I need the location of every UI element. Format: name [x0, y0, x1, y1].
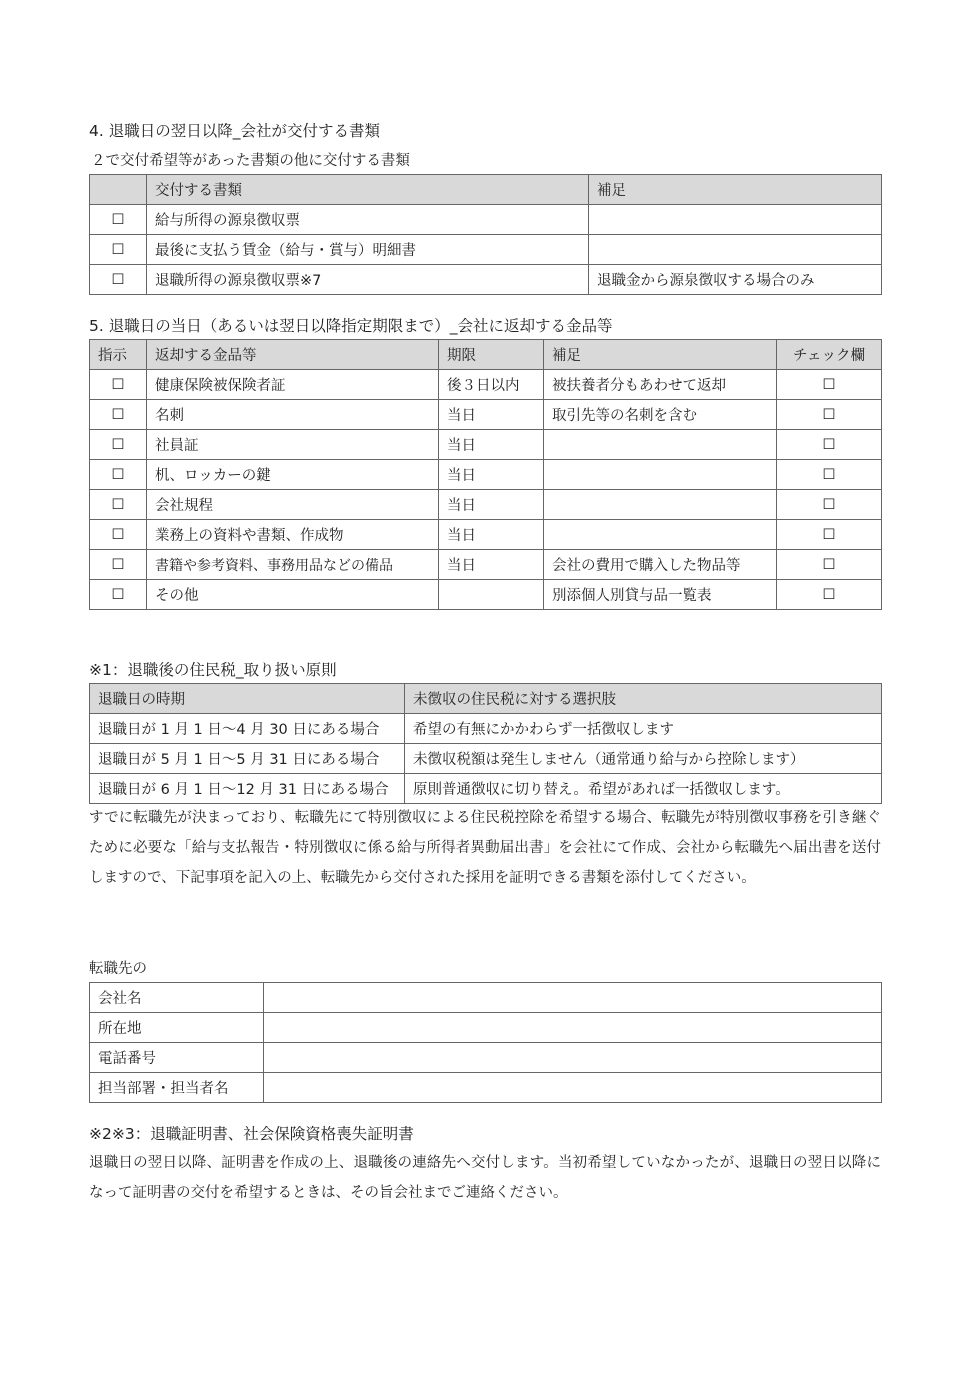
item-note: [544, 430, 777, 460]
table-row: [90, 235, 882, 265]
item-note: [544, 490, 777, 520]
table-row: [90, 774, 882, 804]
item-deadline: 当日: [439, 550, 544, 580]
confirm-checkbox[interactable]: ☐: [777, 400, 882, 430]
item-deadline: 当日: [439, 490, 544, 520]
table-header-row: [90, 340, 882, 370]
note1-title: ※1：退職後の住民税_取り扱い原則: [89, 661, 337, 679]
checkbox[interactable]: ☐: [90, 400, 147, 430]
header-document: 交付する書類: [147, 175, 589, 205]
field-label: 会社名: [90, 983, 264, 1013]
confirm-checkbox[interactable]: ☐: [777, 580, 882, 610]
checkbox[interactable]: ☐: [90, 550, 147, 580]
resident-tax-table: [89, 683, 882, 804]
section4-title: 4. 退職日の翌日以降_会社が交付する書類: [89, 122, 380, 140]
confirm-checkbox[interactable]: ☐: [777, 460, 882, 490]
form-row: [90, 983, 882, 1013]
table-header-row: [90, 175, 882, 205]
item-name: 健康保険被保険者証: [147, 370, 439, 400]
item-name: 会社規程: [147, 490, 439, 520]
item-name: その他: [147, 580, 439, 610]
checkbox[interactable]: ☐: [90, 490, 147, 520]
item-note: 取引先等の名刺を含む: [544, 400, 777, 430]
option-cell: 希望の有無にかかわらず一括徴収します: [405, 714, 882, 744]
header-confirm: チェック欄: [777, 340, 882, 370]
table-row: [90, 205, 882, 235]
form-row: [90, 1073, 882, 1103]
table-row: [90, 265, 882, 295]
item-deadline: 後３日以内: [439, 370, 544, 400]
option-cell: 原則普通徴収に切り替え。希望があれば一括徴収します。: [405, 774, 882, 804]
header-deadline: 期限: [439, 340, 544, 370]
new-employer-label: 転職先の: [89, 961, 147, 977]
confirm-checkbox[interactable]: ☐: [777, 430, 882, 460]
section4-subtitle: ２で交付希望等があった書類の他に交付する書類: [91, 153, 410, 169]
item-deadline: 当日: [439, 520, 544, 550]
checkbox[interactable]: ☐: [90, 205, 147, 235]
item-note: 別添個人別貸与品一覧表: [544, 580, 777, 610]
period-cell: 退職日が 1 月 1 日～4 月 30 日にある場合: [90, 714, 405, 744]
table-row: [90, 460, 882, 490]
document-name: 退職所得の源泉徴収票※7: [147, 265, 589, 295]
header-instruction: 指示: [90, 340, 147, 370]
item-name: 業務上の資料や書類、作成物: [147, 520, 439, 550]
form-row: [90, 1013, 882, 1043]
checkbox[interactable]: ☐: [90, 265, 147, 295]
table-row: [90, 744, 882, 774]
item-deadline: 当日: [439, 460, 544, 490]
document-note: [589, 235, 882, 265]
item-note: [544, 460, 777, 490]
header-note: 補足: [544, 340, 777, 370]
checkbox[interactable]: ☐: [90, 520, 147, 550]
period-cell: 退職日が 5 月 1 日～5 月 31 日にある場合: [90, 744, 405, 774]
option-cell: 未徴収税額は発生しません（通常通り給与から控除します）: [405, 744, 882, 774]
item-deadline: [439, 580, 544, 610]
form-row: [90, 1043, 882, 1073]
document-note: [589, 205, 882, 235]
contact-person-field[interactable]: [264, 1073, 882, 1103]
header-period: 退職日の時期: [90, 684, 405, 714]
item-note: 会社の費用で購入した物品等: [544, 550, 777, 580]
note1-paragraph: すでに転職先が決まっており、転職先にて特別徴収による住民税控除を希望する場合、転職先が特別徴収事務を引き継ぐために必要な「給与支払報告・特別徴収に係る給与所得者異動届出書」を会社にて作成、会社から転職先へ届出書を送付しますので、下記事項を記入の上、転職先から交付された採用を証明できる書類を添付してください。: [89, 810, 881, 886]
document-name: 給与所得の源泉徴収票: [147, 205, 589, 235]
section4-table: [89, 174, 882, 295]
section5-table: [89, 339, 882, 610]
item-name: 社員証: [147, 430, 439, 460]
company-name-field[interactable]: [264, 983, 882, 1013]
checkbox[interactable]: ☐: [90, 235, 147, 265]
table-row: [90, 520, 882, 550]
item-name: 書籍や参考資料、事務用品などの備品: [147, 550, 439, 580]
item-name: 名刺: [147, 400, 439, 430]
note23-paragraph: 退職日の翌日以降、証明書を作成の上、退職後の連絡先へ交付します。当初希望していなかったが、退職日の翌日以降になって証明書の交付を希望するときは、その旨会社までご連絡ください。: [89, 1155, 881, 1201]
period-cell: 退職日が 6 月 1 日～12 月 31 日にある場合: [90, 774, 405, 804]
confirm-checkbox[interactable]: ☐: [777, 520, 882, 550]
confirm-checkbox[interactable]: ☐: [777, 550, 882, 580]
section5-title: 5. 退職日の当日（あるいは翌日以降指定期限まで）_会社に返却する金品等: [89, 317, 613, 335]
table-row: [90, 370, 882, 400]
header-check: [90, 175, 147, 205]
header-note: 補足: [589, 175, 882, 205]
confirm-checkbox[interactable]: ☐: [777, 370, 882, 400]
field-label: 担当部署・担当者名: [90, 1073, 264, 1103]
address-field[interactable]: [264, 1013, 882, 1043]
checkbox[interactable]: ☐: [90, 430, 147, 460]
table-header-row: [90, 684, 882, 714]
header-item: 返却する金品等: [147, 340, 439, 370]
item-deadline: 当日: [439, 400, 544, 430]
confirm-checkbox[interactable]: ☐: [777, 490, 882, 520]
checkbox[interactable]: ☐: [90, 370, 147, 400]
field-label: 所在地: [90, 1013, 264, 1043]
note23-title: ※2※3：退職証明書、社会保険資格喪失証明書: [89, 1125, 414, 1143]
item-note: [544, 520, 777, 550]
field-label: 電話番号: [90, 1043, 264, 1073]
item-name: 机、ロッカーの鍵: [147, 460, 439, 490]
table-row: [90, 550, 882, 580]
document-note: 退職金から源泉徴収する場合のみ: [589, 265, 882, 295]
table-row: [90, 490, 882, 520]
new-employer-table: [89, 982, 882, 1103]
checkbox[interactable]: ☐: [90, 580, 147, 610]
header-option: 未徴収の住民税に対する選択肢: [405, 684, 882, 714]
table-row: [90, 580, 882, 610]
item-deadline: 当日: [439, 430, 544, 460]
table-row: [90, 430, 882, 460]
item-note: 被扶養者分もあわせて返却: [544, 370, 777, 400]
document-name: 最後に支払う賃金（給与・賞与）明細書: [147, 235, 589, 265]
table-row: [90, 714, 882, 744]
table-row: [90, 400, 882, 430]
phone-field[interactable]: [264, 1043, 882, 1073]
checkbox[interactable]: ☐: [90, 460, 147, 490]
